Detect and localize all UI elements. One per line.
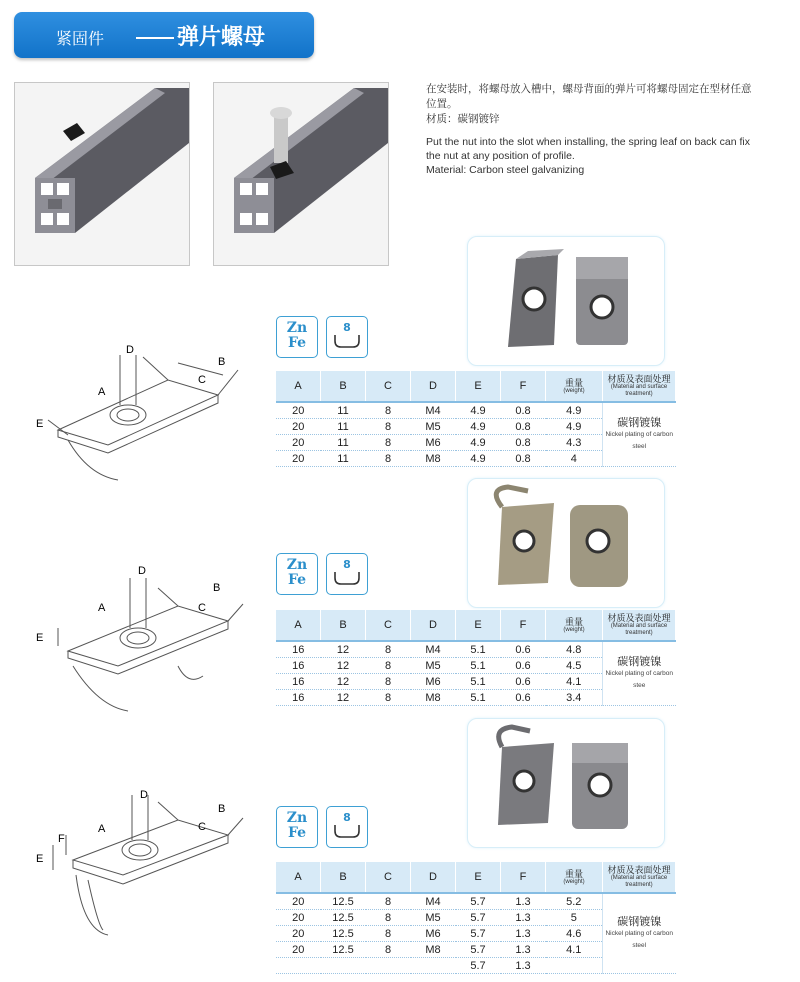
svg-text:E: E [36, 632, 44, 644]
svg-text:8: 8 [343, 811, 351, 824]
svg-text:C: C [198, 374, 206, 386]
svg-text:F: F [58, 833, 65, 845]
svg-text:E: E [36, 418, 44, 430]
profile-photo-2 [213, 82, 389, 266]
spec-table-1: A B C D E F 重量 (weight) 材质及表面处理 (Material and surface treatment) 20 11 8 M4 4.9 0.8 4.9 碳钢镀镍 Nickel plating of carbon steel 20 11 8 M5 4.9 0.8 4.9 20 11 8 M6 4.9 0.8 4.3 20 11 8 M8 4.9 0.8 4 [276, 371, 676, 467]
material-cell: 碳钢镀镍 Nickel plating of carbon steel [603, 402, 676, 467]
table-row: 20 11 8 M5 4.9 0.8 4.9 [276, 419, 676, 435]
title-banner [14, 12, 314, 58]
table-row: 5.7 1.3 [276, 958, 676, 974]
material-cell: 碳钢镀镍 Nickel plating of carbon stee [603, 641, 676, 706]
product-photo-3 [467, 718, 665, 848]
slot-badge-1 [326, 316, 368, 358]
svg-text:8: 8 [343, 321, 351, 334]
title-product: 弹片螺母 [177, 25, 266, 50]
svg-text:B: B [218, 356, 226, 368]
svg-text:D: D [140, 790, 148, 801]
title-category: 紧固件 [56, 29, 105, 48]
table-row: 16 12 8 M8 5.1 0.6 3.4 [276, 690, 676, 706]
intro-zh-material: 材质：碳钢镀锌 [426, 113, 500, 125]
intro-text [426, 82, 756, 177]
product-photo-2 [467, 478, 665, 608]
product-photo-1 [467, 236, 665, 366]
svg-text:C: C [198, 602, 206, 614]
material-badge-1: Zn Fe [276, 316, 318, 358]
slot-badge-3 [326, 806, 368, 848]
svg-text:A: A [98, 602, 106, 614]
table-row: 16 12 8 M6 5.1 0.6 4.1 [276, 674, 676, 690]
material-badge-2: Zn Fe [276, 553, 318, 595]
diagram-3 [28, 790, 258, 940]
svg-text:D: D [126, 344, 134, 356]
svg-text:E: E [36, 853, 44, 865]
material-cell: 碳钢镀镍 Nickel plating of carbon steel [603, 893, 676, 974]
slot-badge-2 [326, 553, 368, 595]
title-dash [136, 37, 174, 39]
table-row: 20 12.5 8 M6 5.7 1.3 4.6 [276, 926, 676, 942]
table-row: 20 11 8 M6 4.9 0.8 4.3 [276, 435, 676, 451]
svg-text:B: B [218, 803, 226, 815]
diagram-2 [28, 566, 258, 716]
spec-table-2: A B C D E F 重量 (weight) 材质及表面处理 (Material and surface treatment) 16 12 8 M4 5.1 0.6 4.8 碳钢镀镍 Nickel plating of carbon stee 16 12 8 M5 5.1 0.6 4.5 16 12 8 M6 5.1 0.6 4.1 16 12 8 M8 5.1 0.6 3.4 [276, 610, 676, 706]
table-row: 16 12 8 M4 5.1 0.6 4.8 碳钢镀镍 Nickel plating of carbon stee [276, 641, 676, 658]
diagram-1 [28, 335, 258, 485]
intro-zh: 在安装时，将螺母放入槽中，螺母背面的弹片可将螺母固定在型材任意位置。 [426, 83, 752, 110]
intro-en: Put the nut into the slot when installing, the spring leaf on back can fix the nut at any position of profile. [426, 136, 750, 162]
svg-text:C: C [198, 821, 206, 833]
table-row: 20 12.5 8 M8 5.7 1.3 4.1 [276, 942, 676, 958]
table-row: 16 12 8 M5 5.1 0.6 4.5 [276, 658, 676, 674]
table-row: 20 12.5 8 M5 5.7 1.3 5 [276, 910, 676, 926]
intro-en-material: Material: Carbon steel galvanizing [426, 164, 585, 176]
svg-text:B: B [213, 582, 221, 594]
profile-photo-1 [14, 82, 190, 266]
table-row: 20 11 8 M8 4.9 0.8 4 [276, 451, 676, 467]
svg-text:D: D [138, 566, 146, 577]
material-badge-3: Zn Fe [276, 806, 318, 848]
svg-text:A: A [98, 823, 106, 835]
spec-table-3: A B C D E F 重量 (weight) 材质及表面处理 (Material and surface treatment) 20 12.5 8 M4 5.7 1.3 5.2 碳钢镀镍 Nickel plating of carbon steel 20 12.5 8 M5 5.7 1.3 5 20 12.5 8 M6 5.7 1.3 4.6 20 12.5 8 M8 5.7 1.3 4.1 5.7 1.3 [276, 862, 676, 974]
svg-text:8: 8 [343, 558, 351, 571]
table-row: 20 11 8 M4 4.9 0.8 4.9 碳钢镀镍 Nickel plating of carbon steel [276, 402, 676, 419]
svg-text:A: A [98, 386, 106, 398]
table-row: 20 12.5 8 M4 5.7 1.3 5.2 碳钢镀镍 Nickel plating of carbon steel [276, 893, 676, 910]
